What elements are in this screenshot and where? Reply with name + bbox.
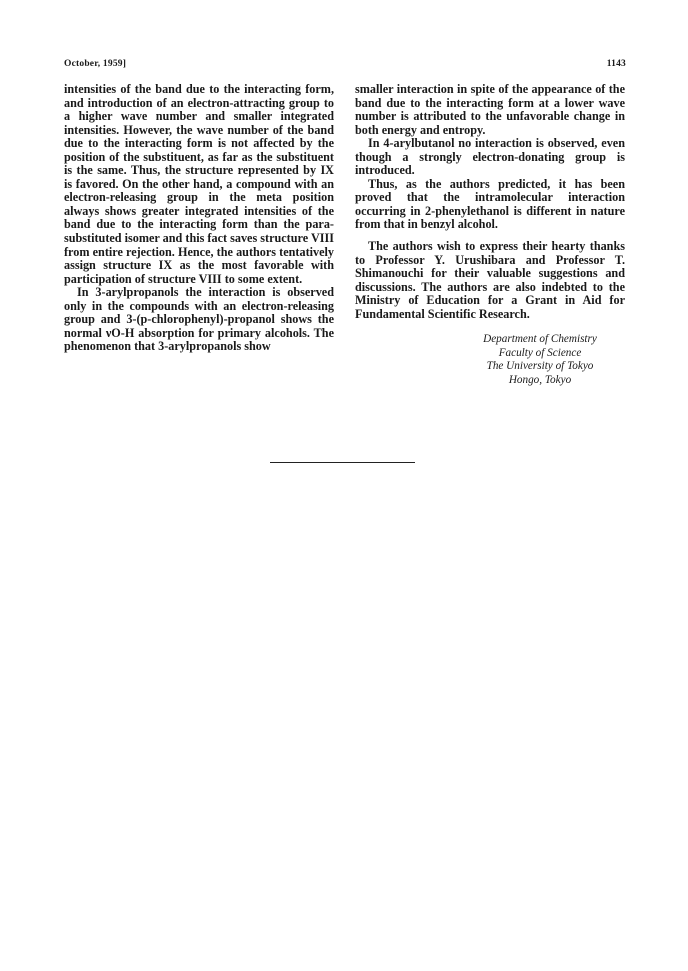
end-of-article-rule bbox=[270, 462, 415, 463]
left-column bbox=[64, 83, 334, 354]
body-paragraph: In 3-arylpropanols the interaction is observed only in the compounds with an electron-releasing group and 3-(p-chlorophenyl)-propanol shows the normal νO-H absorption for primary alcohols. The phenomenon that 3-arylpropanols show bbox=[64, 285, 334, 354]
affiliation-department: Department of Chemistry bbox=[483, 333, 597, 346]
author-affiliation bbox=[355, 333, 625, 387]
body-paragraph: smaller interaction in spite of the appearance of the band due to the interacting form at a lower wave number is attributed to the unfavorable change in both energy and entropy. bbox=[355, 82, 625, 137]
right-column bbox=[355, 83, 625, 387]
page-number: 1143 bbox=[606, 59, 626, 69]
body-paragraph: Thus, as the authors predicted, it has been proved that the intramolecular interaction occurring in 2-phenylethanol is different in nature from that in benzyl alcohol. bbox=[355, 176, 625, 232]
acknowledgment-paragraph: The authors wish to express their hearty thanks to Professor Y. Urushibara and Professor T. Shimanouchi for their valuable suggestions and discussions. The authors are also indebted to the Ministry of Education for a Grant in Aid for Fundamental Scientific Research. bbox=[355, 239, 625, 321]
issue-date: October, 1959] bbox=[64, 59, 127, 69]
affiliation-university: The University of Tokyo bbox=[486, 360, 594, 373]
affiliation-location: Hongo, Tokyo bbox=[508, 373, 572, 386]
body-paragraph: intensities of the band due to the interacting form, and introduction of an electron-attracting group to a higher wave number and smaller integrated intensities. However, the wave number of the band due to the interacting form is not affected by the position of the substituent, as far as the substituent is the same. Thus, the structure represented by IX is favored. On the other hand, a compound with an electron-releasing group in the meta position always shows greater integrated intensities of the band due to the interacting form than the para-substituted isomer and this fact saves structure VIII from entire rejection. Hence, the authors tentatively assign structure IX as the most favorable with participation of structure VIII to some extent. bbox=[64, 82, 334, 286]
affiliation-faculty: Faculty of Science bbox=[498, 346, 582, 359]
body-paragraph: In 4-arylbutanol no interaction is observed, even though a strongly electron-donating group is introduced. bbox=[355, 136, 625, 178]
